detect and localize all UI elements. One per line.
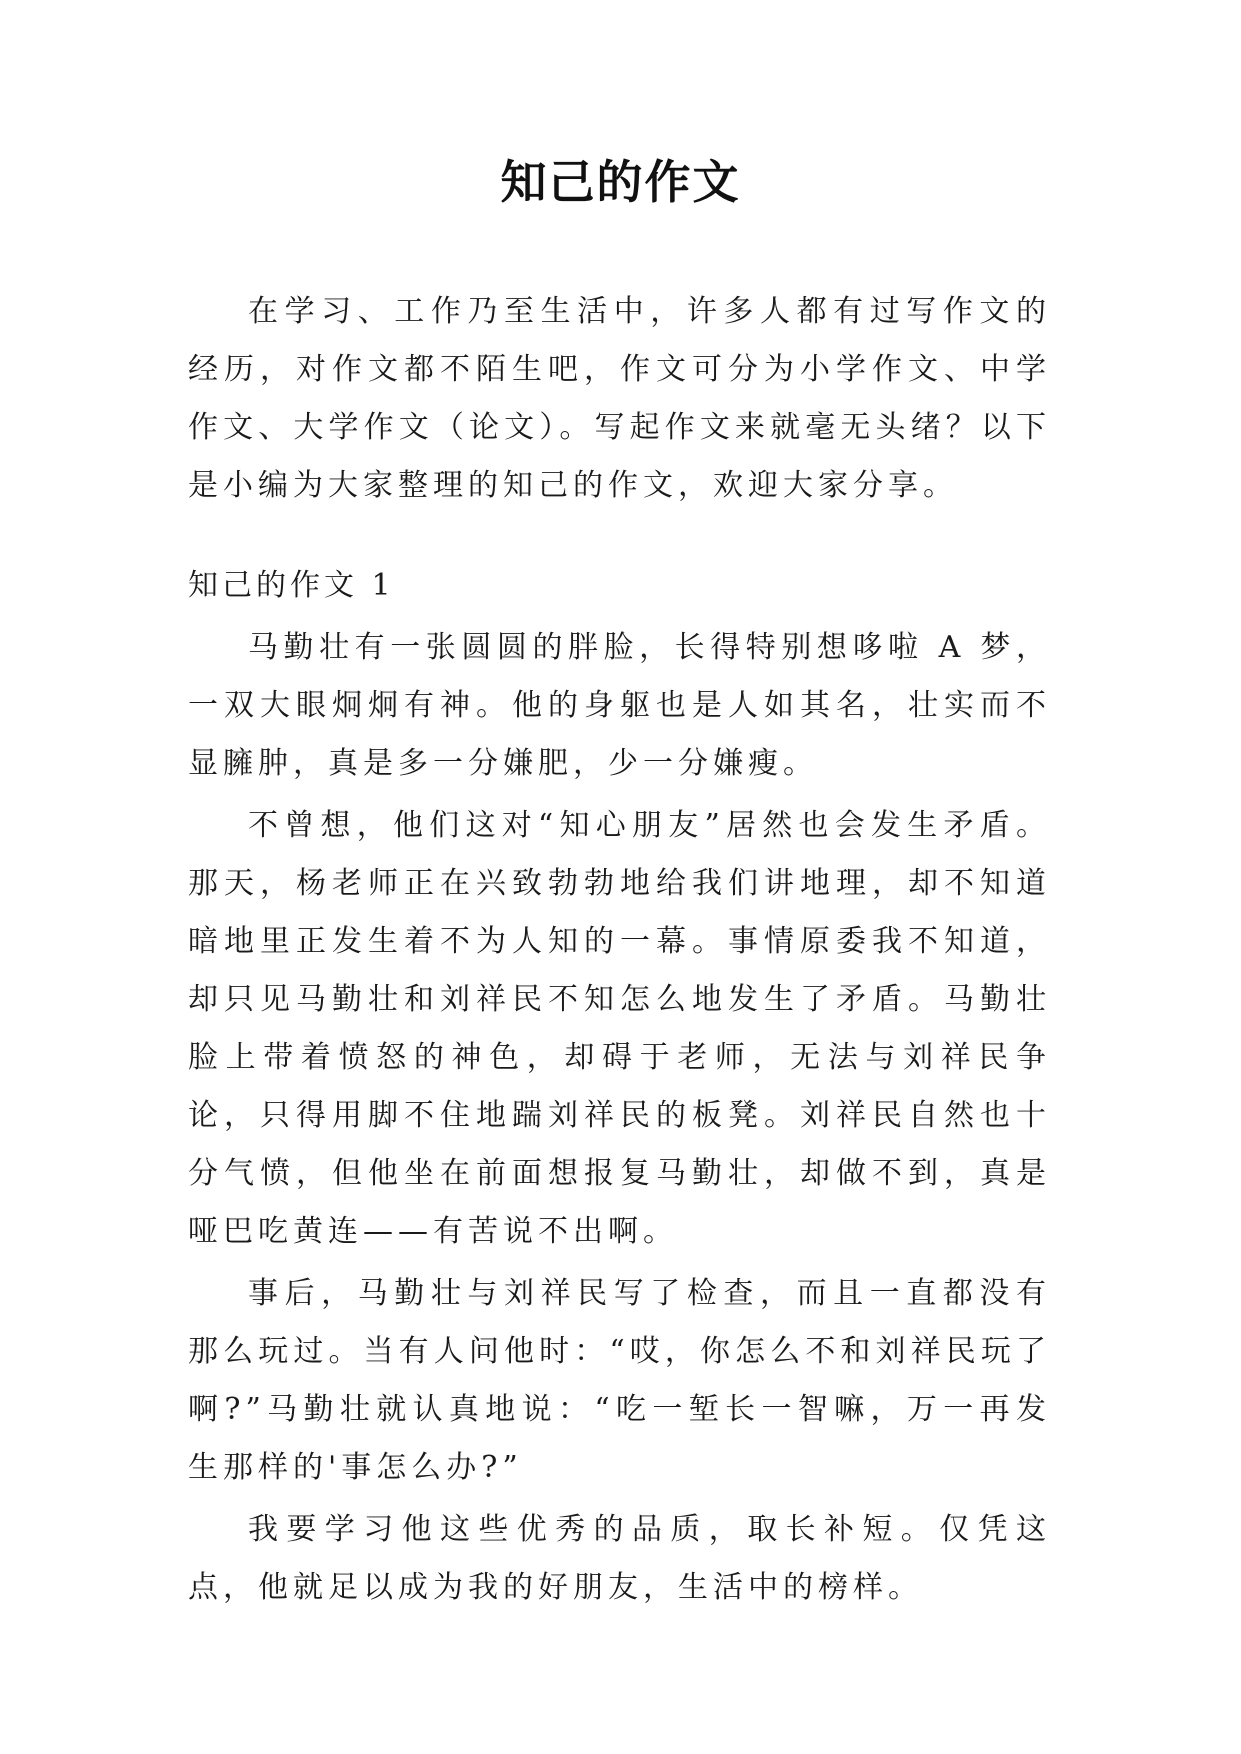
body-paragraph-3: 事后，马勤壮与刘祥民写了检查，而且一直都没有那么玩过。当有人问他时：“哎，你怎么不和刘祥民玩了啊?”马勤壮就认真地说：“吃一堑长一智嘛，万一再发生那样的'事怎么办?” (188, 1276, 1051, 1485)
body-paragraph-4: 我要学习他这些优秀的品质，取长补短。仅凭这点，他就足以成为我的好朋友，生活中的榜样。 (188, 1512, 1051, 1605)
section-heading: 知己的作文 1 (188, 568, 395, 603)
body-paragraph-2: 不曾想，他们这对“知心朋友”居然也会发生矛盾。那天，杨老师正在兴致勃勃地给我们讲地理，却不知道暗地里正发生着不为人知的一幕。事情原委我不知道，却只见马勤壮和刘祥民不知怎么地发生了矛盾。马勤壮脸上带着愤怒的神色，却碍于老师，无法与刘祥民争论，只得用脚不住地踹刘祥民的板凳。刘祥民自然也十分气愤，但他坐在前面想报复马勤壮，却做不到，真是哑巴吃黄连——有苦说不出啊。 (188, 808, 1051, 1249)
body-paragraph-1: 马勤壮有一张圆圆的胖脸，长得特别想哆啦 A 梦，一双大眼炯炯有神。他的身躯也是人如其名，壮实而不显臃肿，真是多一分嫌肥，少一分嫌瘦。 (188, 630, 1051, 781)
intro-paragraph: 在学习、工作乃至生活中，许多人都有过写作文的经历，对作文都不陌生吧，作文可分为小学作文、中学作文、大学作文（论文）。写起作文来就毫无头绪？以下是小编为大家整理的知己的作文，欢迎大家分享。 (188, 294, 1051, 503)
document-body (188, 283, 1051, 1617)
document-title: 知己的作文 (500, 155, 741, 209)
